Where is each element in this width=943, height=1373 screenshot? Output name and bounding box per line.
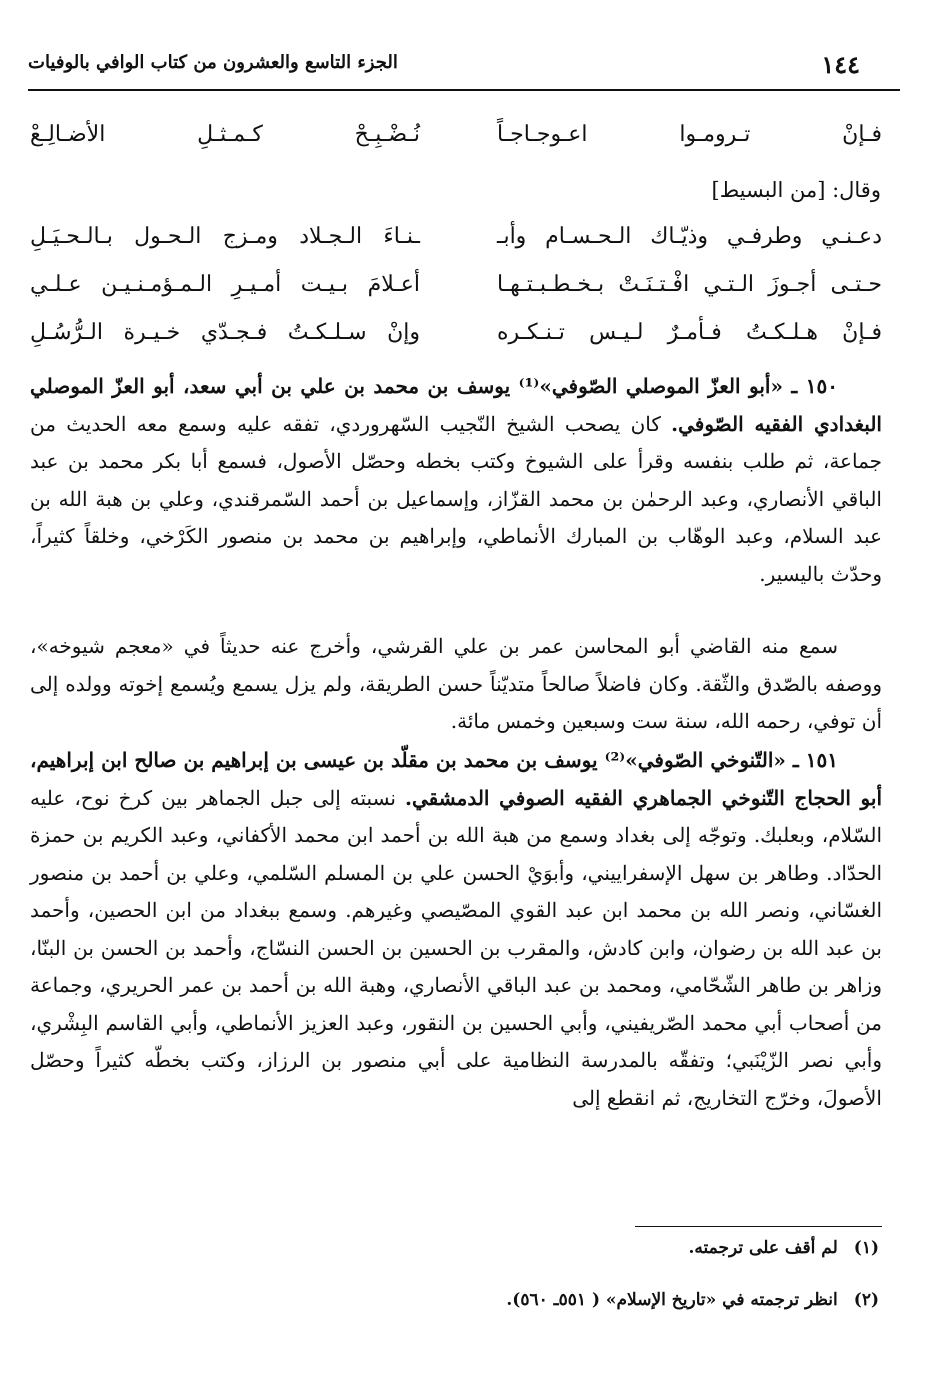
- page-number: ١٤٤: [821, 50, 860, 79]
- entry-151-heading: ١٥١ ـ «التّنوخي الصّوفي»⁽²⁾ يوسف بن محمد بن مقلّد بن عيسى بن إبراهيم بن صالح ابن إبراهيم، أبو الحجاج التّنوخي الجماهري الفقيه الصوفي الدمشقي.: [30, 748, 883, 810]
- footnote-text: لم أقف على ترجمته.: [688, 1238, 838, 1258]
- footnote-rule: [635, 1226, 882, 1227]
- entry-150-body: كان يصحب الشيخ النّجيب السّهروردي، تفقه عليه وسمع معه الحديث من جماعة، ثم طلب بنفسه وقرأ على الشيوخ وكتب بخطه وحصّل الأصول، فسمع أبا بكر محمد بن عبد الباقي الأنصاري، وعبد الرحمٰن بن محمد القزّاز، وإسماعيل بن أحمد السّمرقندي، وعلي بن هبة الله بن عبد السلام، وعبد الوهّاب بن المبارك الأنماطي، وإبراهيم بن محمد بن منصور الكَرْخي، وخلقاً كثيراً، وحدّث باليسير.: [30, 411, 882, 586]
- verse-first-hemistich: حـتـى أجـوزَ الـتـي افْـتـنَـتْ بـخـطـبـتـهـا: [497, 272, 882, 297]
- verse-second-hemistich: وإنْ سـلـكـتُ فـجـدّي خـيـرة الـرُّسُـلِ: [30, 320, 420, 345]
- footnote-number: (٢): [853, 1290, 879, 1310]
- entry-150-paragraph-1: [30, 368, 882, 593]
- poem-verse-2: [30, 272, 882, 320]
- verse-first-hemistich: فـإنْ تـرومـوا اعـوجـاجـاً: [497, 122, 882, 147]
- footnote-text: انظر ترجمته في «تاريخ الإسلام» ( ٥٥١ـ ٥٦٠).: [506, 1290, 838, 1310]
- entry-151: [30, 742, 882, 1117]
- page-header: [28, 46, 900, 84]
- poem-verse-top: [30, 122, 882, 170]
- entry-150-paragraph-2: [30, 628, 882, 741]
- verse-first-hemistich: فـإنْ هـلـكـتُ فـأمـرٌ لـيـس تـنـكـره: [497, 320, 882, 345]
- poem-verse-3: [30, 320, 882, 368]
- entry-150-heading: ١٥٠ ـ «أبو العزّ الموصلي الصّوفي»⁽¹⁾ يوسف بن محمد بن علي بن أبي سعد، أبو العزّ الموصلي البغدادي الفقيه الصّوفي.: [30, 374, 882, 436]
- footnote-2: [506, 1290, 879, 1310]
- verse-first-hemistich: دعـنـي وطرفـي وذيّـاك الـحـسـام وأبـ: [497, 224, 882, 249]
- entry-151-body: نسبته إلى جبل الجماهر بين كرخ نوح، عليه السّلام، وبعلبك. وتوجّه إلى بغداد وسمع من هبة الله بن أحمد ابن محمد الأكفاني، وعبد الكريم بن حمزة الحدّاد. وطاهر بن سهل الإسفراييني، وأبوَيْ الحسن علي بن المسلم السّلمي، وعلي بن أحمد بن منصور الغسّاني، ونصر الله بن محمد ابن عبد القوي المصّيصي وغيرهم. وسمع ببغداد من ابن الحصين، وأحمد بن عبد الله بن رضوان، وابن كادش، والمقرب بن الحسين بن الحسن النسّاج، وأحمد بن الحسن بن البنّا، وزاهر بن طاهر الشّحّامي، ومحمد بن عبد الباقي الأنصاري، وهبة الله بن أحمد بن عمر الحريري، وجماعة من أصحاب أبي محمد الصّريفيني، وأبي الحسين بن النقور، وعبد العزيز الأنماطي، وأبي القاسم البِشْري، وأبي نصر الزّيْنَبي؛ وتفقّه بالمدرسة النظامية على أبي منصور بن الرزاز، وكتب بخطّه كثيراً وحصّل الأصولَ، وخرّج التخاريج، ثم انقطع إلى: [30, 785, 883, 1110]
- header-rule: [28, 89, 900, 91]
- footnote-number: (١): [853, 1238, 879, 1258]
- verse-second-hemistich: أعـلامَ بـيـت أمـيـرِ الـمـؤمـنـيـن عـلـي: [30, 272, 420, 297]
- meter-line: وقال: [من البسيط]: [711, 178, 881, 202]
- running-title: الجزء التاسع والعشرون من كتاب الوافي بالوفيات: [28, 52, 398, 73]
- verse-second-hemistich: ـنـاءَ الـجـلاد ومـزج الـحـول بـالـحـيَـلِ: [30, 224, 420, 249]
- footnote-1: [689, 1238, 879, 1258]
- entry-150: [30, 368, 882, 593]
- entry-151-paragraph: [30, 742, 882, 1117]
- entry-150-text-2: سمع منه القاضي أبو المحاسن عمر بن علي القرشي، وأخرج عنه حديثاً في «معجم شيوخه»، ووصفه بالصّدق والثّقة. وكان فاضلاً صالحاً متديّناً حسن الطريقة، ولم يزل يسمع ويُسمع إخوته وولده إلى أن توفي، رحمه الله، سنة ست وسبعين وخمس مائة.: [30, 634, 882, 733]
- poem-verse-1: [30, 224, 882, 272]
- verse-second-hemistich: نُـضْـبِـحْ كـمـثـلِ الأضـالِـعْ: [30, 122, 420, 147]
